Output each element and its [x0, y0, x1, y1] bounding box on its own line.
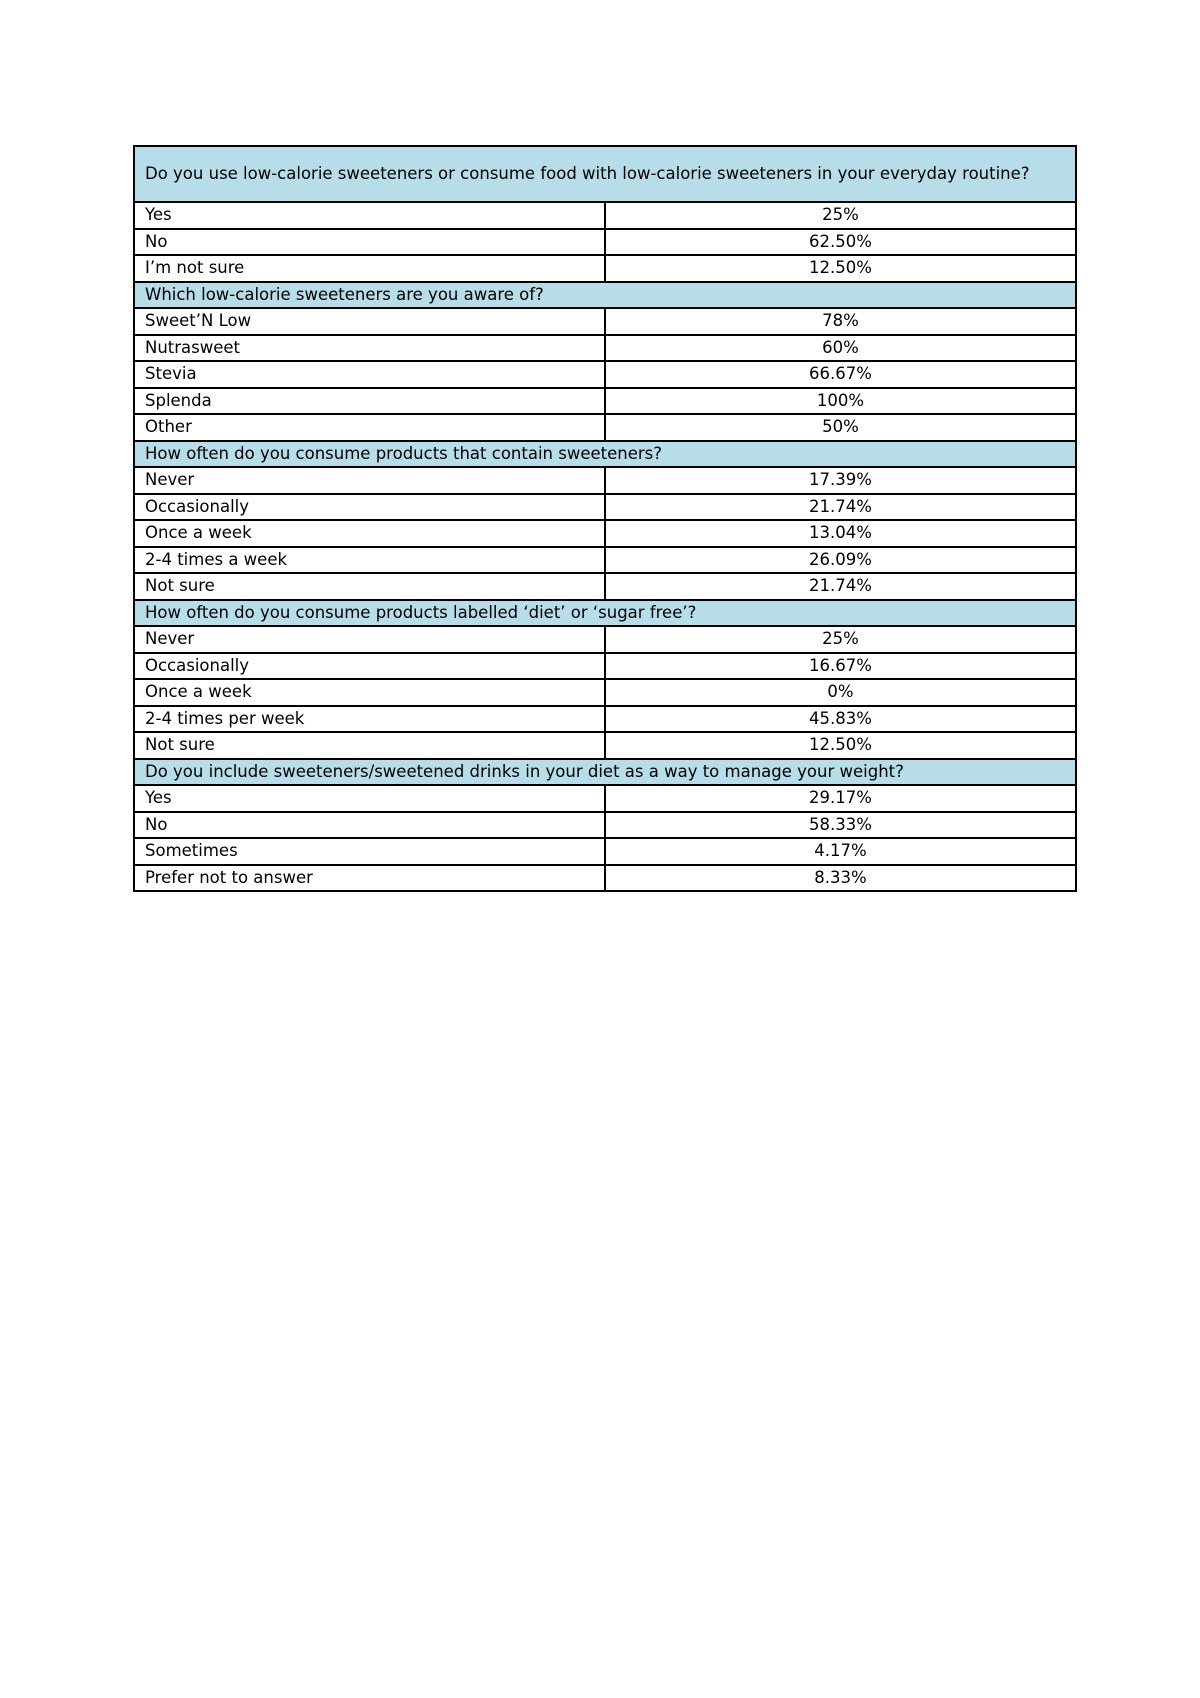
- table-row: [134, 335, 1076, 362]
- answer-value: 45.83%: [605, 706, 1076, 733]
- section-question-row: [134, 282, 1076, 309]
- answer-value: 29.17%: [605, 785, 1076, 812]
- answer-value: 21.74%: [605, 494, 1076, 521]
- answer-value: 25%: [605, 202, 1076, 229]
- answer-value: 62.50%: [605, 229, 1076, 256]
- answer-label: Sometimes: [134, 838, 605, 865]
- answer-label: Occasionally: [134, 653, 605, 680]
- table-row: [134, 573, 1076, 600]
- table-row: [134, 626, 1076, 653]
- answer-label: No: [134, 229, 605, 256]
- answer-value: 58.33%: [605, 812, 1076, 839]
- answer-value: 66.67%: [605, 361, 1076, 388]
- answer-value: 60%: [605, 335, 1076, 362]
- table-row: [134, 547, 1076, 574]
- question-cell: Which low-calorie sweeteners are you aware of?: [134, 282, 1076, 309]
- survey-results-table: [133, 145, 1077, 892]
- answer-label: Not sure: [134, 573, 605, 600]
- table-row: [134, 706, 1076, 733]
- answer-label: Stevia: [134, 361, 605, 388]
- answer-value: 12.50%: [605, 255, 1076, 282]
- answer-label: Nutrasweet: [134, 335, 605, 362]
- table-row: [134, 255, 1076, 282]
- answer-label: Splenda: [134, 388, 605, 415]
- question-cell: Do you include sweeteners/sweetened drinks in your diet as a way to manage your weight?: [134, 759, 1076, 786]
- answer-value: 25%: [605, 626, 1076, 653]
- table-row: [134, 679, 1076, 706]
- table-row: [134, 388, 1076, 415]
- answer-value: 100%: [605, 388, 1076, 415]
- answer-label: Occasionally: [134, 494, 605, 521]
- answer-label: 2-4 times per week: [134, 706, 605, 733]
- table-row: [134, 812, 1076, 839]
- answer-value: 16.67%: [605, 653, 1076, 680]
- answer-label: I’m not sure: [134, 255, 605, 282]
- table-row: [134, 520, 1076, 547]
- answer-label: Other: [134, 414, 605, 441]
- answer-label: No: [134, 812, 605, 839]
- table-row: [134, 308, 1076, 335]
- answer-label: Never: [134, 467, 605, 494]
- question-cell: How often do you consume products that contain sweeteners?: [134, 441, 1076, 468]
- answer-label: Once a week: [134, 679, 605, 706]
- table-row: [134, 865, 1076, 892]
- answer-value: 13.04%: [605, 520, 1076, 547]
- answer-label: Once a week: [134, 520, 605, 547]
- answer-label: Sweet’N Low: [134, 308, 605, 335]
- answer-label: Yes: [134, 785, 605, 812]
- table-row: [134, 467, 1076, 494]
- answer-label: Prefer not to answer: [134, 865, 605, 892]
- table-row: [134, 838, 1076, 865]
- answer-value: 50%: [605, 414, 1076, 441]
- table-row: [134, 202, 1076, 229]
- table-row: [134, 732, 1076, 759]
- answer-value: 0%: [605, 679, 1076, 706]
- answer-value: 4.17%: [605, 838, 1076, 865]
- table-row: [134, 229, 1076, 256]
- answer-label: Never: [134, 626, 605, 653]
- question-cell: Do you use low-calorie sweeteners or consume food with low-calorie sweeteners in your everyday routine?: [134, 146, 1076, 202]
- section-question-row: [134, 600, 1076, 627]
- section-question-row: [134, 146, 1076, 202]
- table-row: [134, 785, 1076, 812]
- answer-value: 78%: [605, 308, 1076, 335]
- table-row: [134, 653, 1076, 680]
- answer-label: Yes: [134, 202, 605, 229]
- table-row: [134, 494, 1076, 521]
- answer-label: 2-4 times a week: [134, 547, 605, 574]
- answer-label: Not sure: [134, 732, 605, 759]
- section-question-row: [134, 441, 1076, 468]
- question-cell: How often do you consume products labelled ‘diet’ or ‘sugar free’?: [134, 600, 1076, 627]
- answer-value: 26.09%: [605, 547, 1076, 574]
- section-question-row: [134, 759, 1076, 786]
- answer-value: 8.33%: [605, 865, 1076, 892]
- answer-value: 12.50%: [605, 732, 1076, 759]
- table-row: [134, 414, 1076, 441]
- answer-value: 21.74%: [605, 573, 1076, 600]
- table-row: [134, 361, 1076, 388]
- answer-value: 17.39%: [605, 467, 1076, 494]
